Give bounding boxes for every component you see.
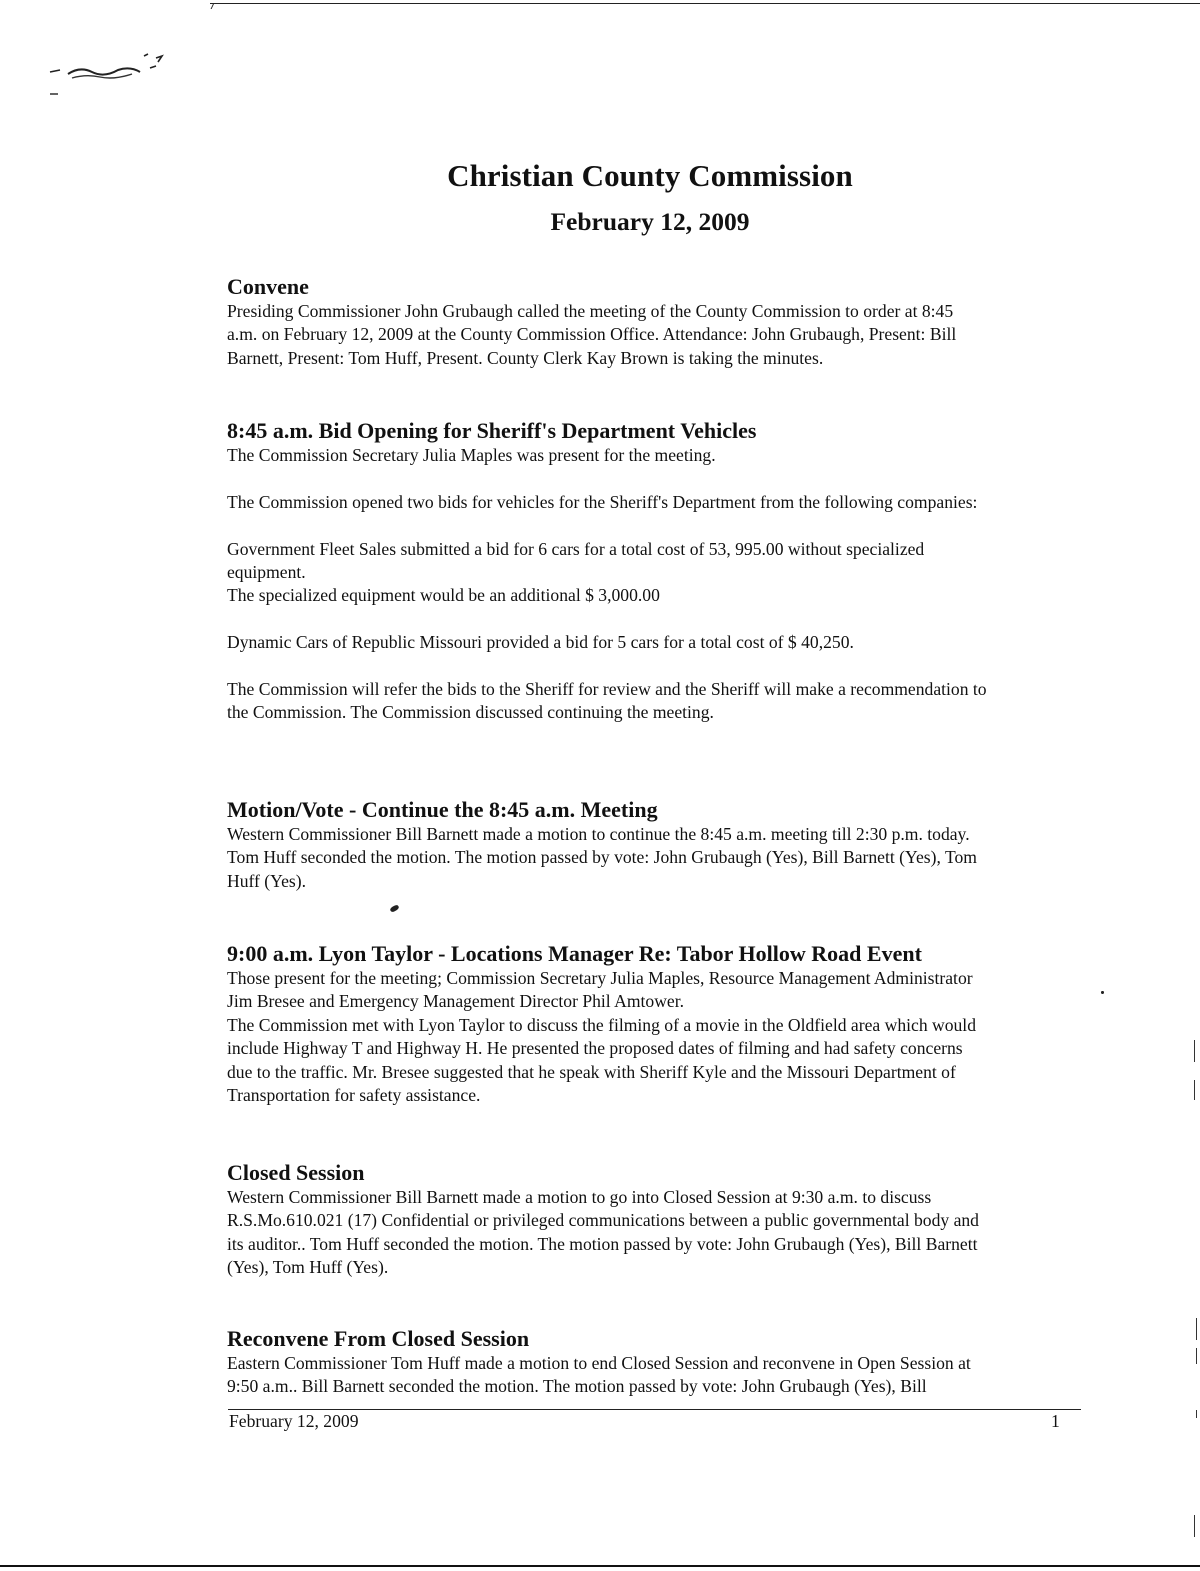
section-heading: Motion/Vote - Continue the 8:45 a.m. Meeting: [227, 797, 658, 822]
text-line: The Commission opened two bids for vehicles for the Sheriff's Department from the following companies:: [227, 491, 978, 512]
text-line: due to the traffic. Mr. Bresee suggested that he speak with Sheriff Kyle and the Missouri Department of: [227, 1061, 956, 1082]
top-scan-edge: [210, 3, 1200, 4]
text-line: 9:50 a.m.. Bill Barnett seconded the motion. The motion passed by vote: John Grubaugh (Yes), Bill: [227, 1376, 927, 1397]
text-line: Transportation for safety assistance.: [227, 1085, 481, 1106]
text-line: Western Commissioner Bill Barnett made a motion to go into Closed Session at 9:30 a.m. to discuss: [227, 1187, 932, 1207]
text-line: The Commission met with Lyon Taylor to discuss the filming of a movie in the Oldfield area which would: [227, 1014, 976, 1035]
section-reconvene: [227, 1326, 1097, 1399]
text-line: Those present for the meeting; Commission Secretary Julia Maples, Resource Management Administrator: [227, 968, 973, 988]
text-line: its auditor.. Tom Huff seconded the motion. The motion passed by vote: John Grubaugh (Yes), Bill Barnett: [227, 1233, 978, 1254]
footer-rule: [228, 1409, 1081, 1410]
text-line: R.S.Mo.610.021 (17) Confidential or privileged communications between a public governmental body and: [227, 1210, 979, 1231]
section-closed-session: [227, 1160, 1097, 1280]
section-heading: 9:00 a.m. Lyon Taylor - Locations Manager Re: Tabor Hollow Road Event: [227, 941, 922, 966]
text-line: The Commission will refer the bids to the Sheriff for review and the Sheriff will make a recommendation to: [227, 679, 987, 699]
scan-smudge-mark: [40, 50, 170, 100]
right-edge-mark: [1196, 1318, 1197, 1340]
text-line: Government Fleet Sales submitted a bid for 6 cars for a total cost of 53, 995.00 without specialized: [227, 538, 925, 559]
right-edge-mark: [1196, 1348, 1197, 1364]
section-convene: [227, 274, 1097, 370]
text-line: The specialized equipment would be an additional $ 3,000.00: [227, 585, 660, 606]
scan-speck: [389, 904, 399, 913]
text-line: a.m. on February 12, 2009 at the County Commission Office. Attendance: John Grubaugh, Present: Bill: [227, 324, 957, 345]
text-line: include Highway T and Highway H. He presented the proposed dates of filming and had safety concerns: [227, 1038, 963, 1059]
text-line: Jim Bresee and Emergency Management Director Phil Amtower.: [227, 991, 684, 1012]
text-line: equipment.: [227, 562, 306, 582]
bottom-scan-edge: [0, 1565, 1200, 1567]
document-title: Christian County Commission: [447, 158, 853, 193]
text-line: Huff (Yes).: [227, 870, 307, 891]
section-heading: 8:45 a.m. Bid Opening for Sheriff's Department Vehicles: [227, 418, 757, 443]
right-edge-mark: [1194, 1515, 1195, 1537]
text-line: Eastern Commissioner Tom Huff made a motion to end Closed Session and reconvene in Open Session at: [227, 1353, 971, 1373]
top-scan-tick: [211, 3, 221, 9]
section-lyon-taylor: [227, 941, 1097, 1107]
page-number: 1: [1051, 1411, 1060, 1431]
text-line: Tom Huff seconded the motion. The motion passed by vote: John Grubaugh (Yes), Bill Barnett (Yes), Tom: [227, 847, 977, 868]
section-motion-continue: [227, 797, 1097, 893]
right-edge-mark: [1194, 1040, 1195, 1062]
right-edge-mark: [1194, 1080, 1195, 1100]
section-bid-opening: [227, 418, 1097, 725]
right-edge-mark: [1196, 1410, 1197, 1418]
footer-date: February 12, 2009: [229, 1411, 359, 1431]
document-date: February 12, 2009: [550, 207, 750, 236]
text-line: Barnett, Present: Tom Huff, Present. County Clerk Kay Brown is taking the minutes.: [227, 347, 824, 368]
text-line: Presiding Commissioner John Grubaugh called the meeting of the County Commission to order at 8:45: [227, 301, 954, 321]
scan-speck: [1101, 991, 1104, 994]
text-line: the Commission. The Commission discussed continuing the meeting.: [227, 702, 714, 723]
section-heading: Reconvene From Closed Session: [227, 1326, 530, 1351]
text-line: (Yes), Tom Huff (Yes).: [227, 1257, 389, 1278]
text-line: The Commission Secretary Julia Maples was present for the meeting.: [227, 445, 716, 465]
section-heading: Convene: [227, 274, 309, 299]
text-line: Western Commissioner Bill Barnett made a motion to continue the 8:45 a.m. meeting till 2:30 p.m. today.: [227, 824, 970, 844]
section-heading: Closed Session: [227, 1160, 365, 1185]
text-line: Dynamic Cars of Republic Missouri provided a bid for 5 cars for a total cost of $ 40,250.: [227, 632, 854, 653]
